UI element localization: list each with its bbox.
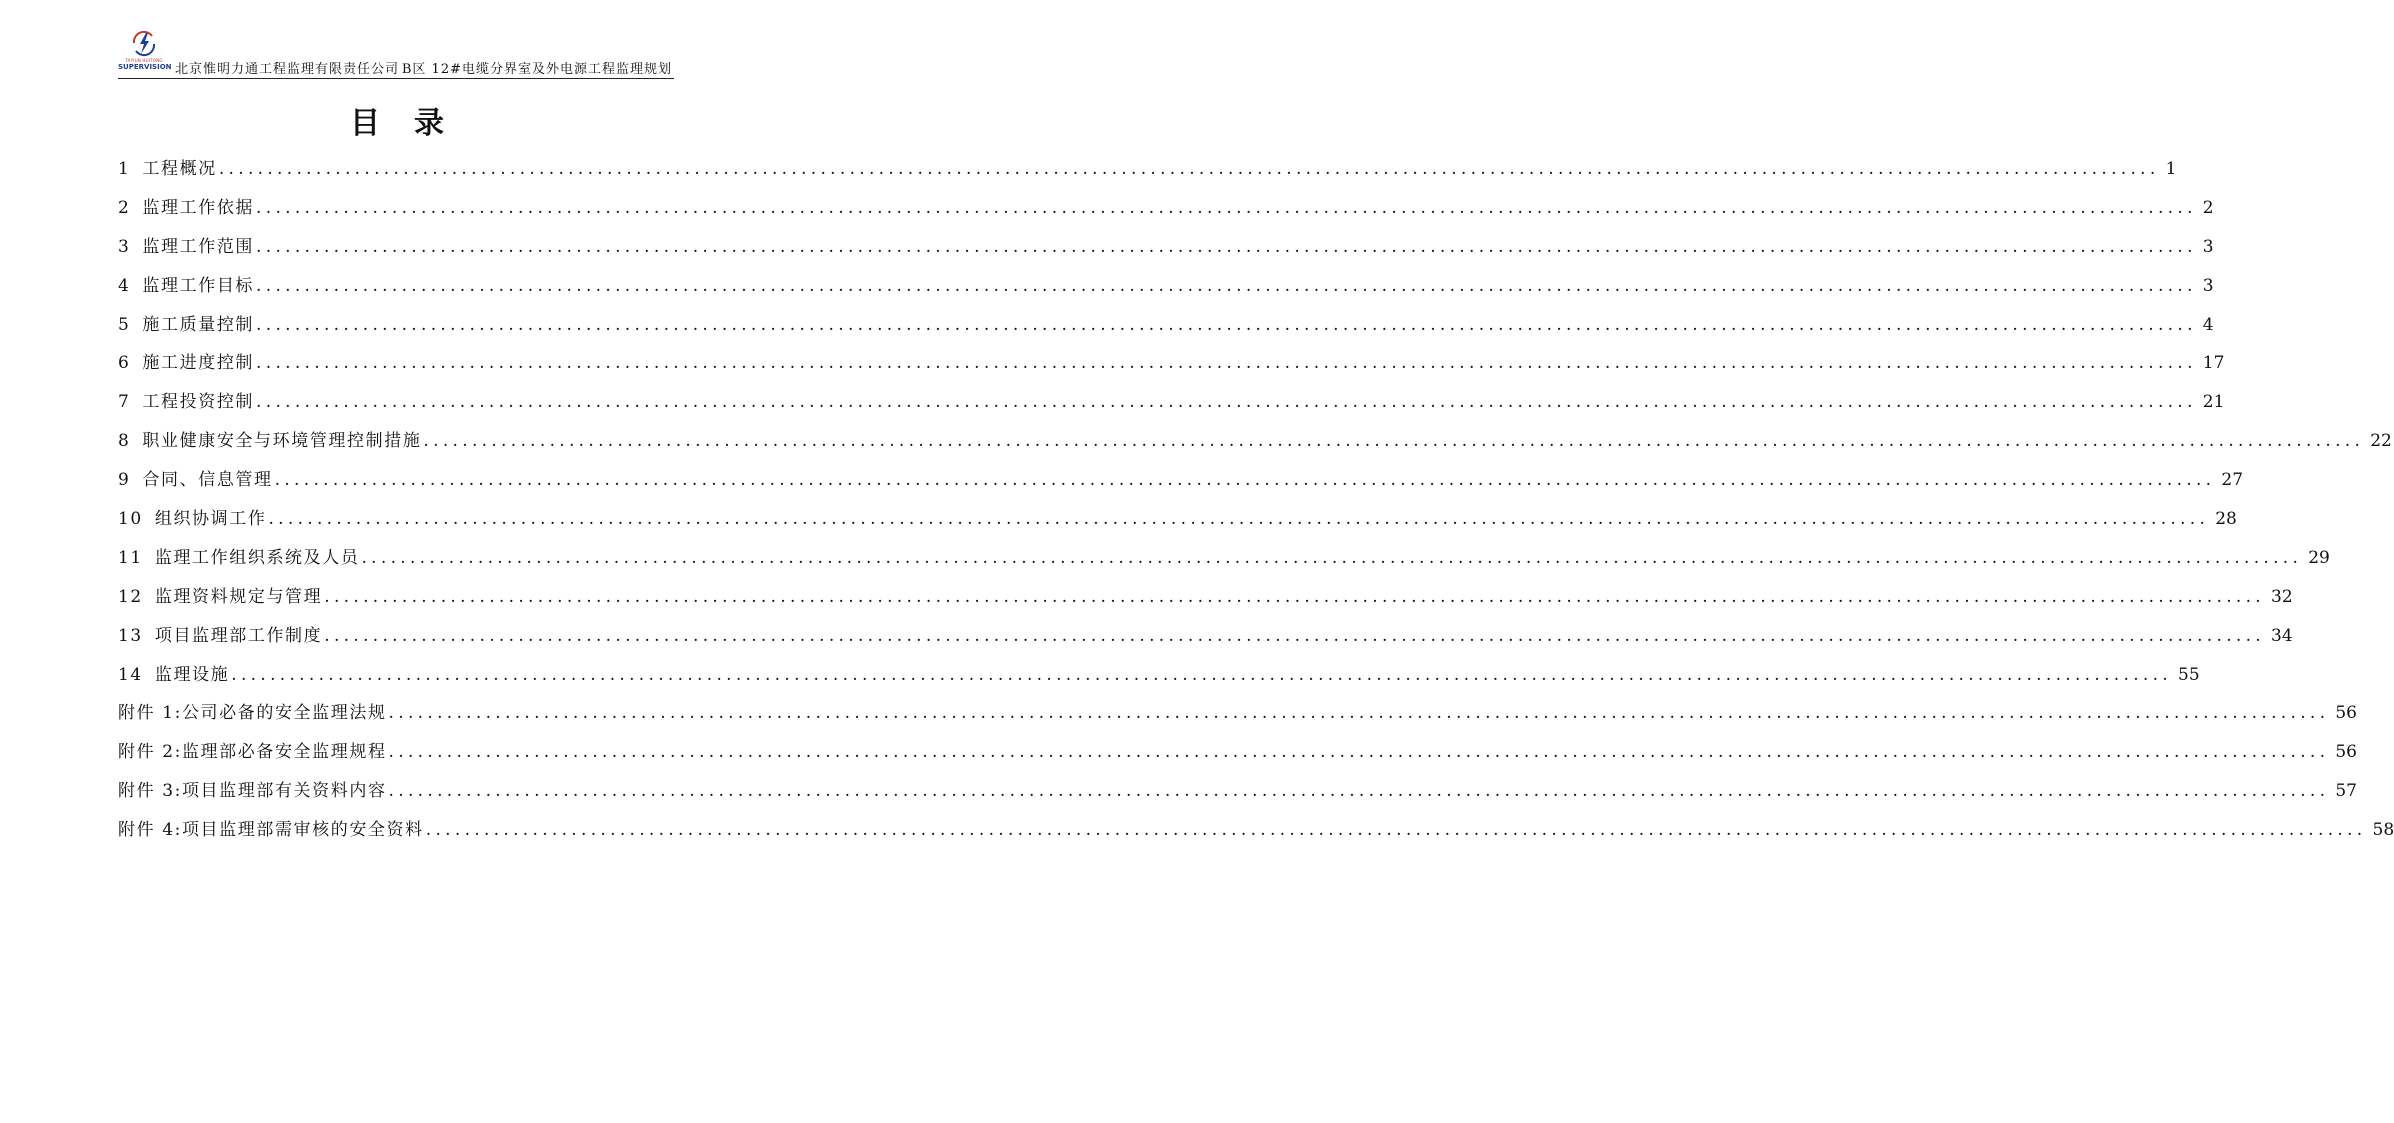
toc-entry[interactable] <box>118 733 2357 772</box>
toc-entry-title: 合同、信息管理 <box>142 470 273 491</box>
toc-entry-page: 57 <box>2335 781 2357 802</box>
toc-entry-page: 28 <box>2215 509 2237 530</box>
toc-leader-dots: ........................................................................................................................................................................................................ <box>256 314 2197 335</box>
toc-leader-dots: ........................................................................................................................................................................................................ <box>256 353 2197 374</box>
toc-leader-dots: ........................................................................................................................................................................................................ <box>324 586 2266 607</box>
toc-leader-dots: ........................................................................................................................................................................................................ <box>361 547 2303 568</box>
toc-entry-page: 22 <box>2370 431 2392 452</box>
toc-entry-title: 工程概况 <box>142 159 217 179</box>
toc-entry-page: 34 <box>2271 625 2293 646</box>
toc-entry-title: 监理设施 <box>154 664 230 685</box>
toc-entry[interactable] <box>118 578 2293 617</box>
toc-entry[interactable] <box>118 267 2214 306</box>
toc-entry-title: 项目监理部工作制度 <box>154 625 323 646</box>
toc-entry-page: 4 <box>2202 314 2214 335</box>
toc-entry-page: 27 <box>2221 470 2244 491</box>
toc-entry-page: 58 <box>2372 820 2394 841</box>
toc-entry[interactable] <box>118 617 2293 656</box>
page-header <box>118 28 674 79</box>
toc-entry-number: 6 <box>118 353 131 374</box>
toc-entry-page: 1 <box>2165 159 2177 179</box>
page-title: 目录 <box>350 106 478 141</box>
toc-entry-title: 监理工作依据 <box>142 197 255 218</box>
toc-entry-page: 56 <box>2335 742 2357 763</box>
toc-entry-page: 56 <box>2335 703 2357 724</box>
toc-entry-title: 附件 3:项目监理部有关资料内容 <box>118 781 387 802</box>
toc-entry-page: 2 <box>2202 197 2214 218</box>
toc-leader-dots: ........................................................................................................................................................................................................ <box>388 781 2330 802</box>
toc-entry[interactable] <box>118 461 2244 500</box>
toc-entry[interactable] <box>118 189 2214 228</box>
toc-leader-dots: ........................................................................................................................................................................................................ <box>256 197 2197 218</box>
toc-entry-title: 监理工作组织系统及人员 <box>154 547 360 568</box>
toc-entry[interactable] <box>118 344 2225 383</box>
toc-leader-dots: ........................................................................................................................................................................................................ <box>423 431 2365 452</box>
toc-entry-title: 施工进度控制 <box>142 353 255 374</box>
toc-entry-page: 21 <box>2202 392 2225 413</box>
table-of-contents <box>118 150 2394 850</box>
toc-entry-title: 监理工作范围 <box>142 236 255 257</box>
company-logo <box>118 30 170 76</box>
project-name: B区 12#电缆分界室及外电源工程监理规划 <box>401 62 672 77</box>
toc-entry[interactable] <box>118 228 2214 267</box>
toc-entry[interactable] <box>118 150 2177 189</box>
toc-entry-number: 4 <box>118 275 131 296</box>
toc-entry-title: 附件 1:公司必备的安全监理法规 <box>118 703 387 724</box>
toc-entry-title: 附件 2:监理部必备安全监理规程 <box>118 742 387 763</box>
toc-entry-title: 工程投资控制 <box>142 392 255 413</box>
toc-leader-dots: ........................................................................................................................................................................................................ <box>425 820 2367 841</box>
toc-entry[interactable] <box>118 383 2225 422</box>
toc-entry[interactable] <box>118 694 2357 733</box>
toc-entry-page: 32 <box>2271 586 2293 607</box>
toc-entry-number: 7 <box>118 392 131 413</box>
toc-entry-number: 10 <box>118 509 143 530</box>
toc-entry[interactable] <box>118 422 2392 461</box>
logo-bottom-text: SUPERVISION <box>118 63 172 71</box>
toc-entry[interactable] <box>118 500 2237 539</box>
toc-entry-title: 职业健康安全与环境管理控制措施 <box>142 431 422 452</box>
toc-leader-dots: ........................................................................................................................................................................................................ <box>256 275 2197 296</box>
toc-entry-number: 11 <box>118 547 143 568</box>
toc-entry-title: 附件 4:项目监理部需审核的安全资料 <box>118 820 424 841</box>
toc-leader-dots: ........................................................................................................................................................................................................ <box>268 509 2210 530</box>
toc-entry-page: 17 <box>2202 353 2225 374</box>
toc-entry-title: 监理工作目标 <box>142 275 255 296</box>
lightning-bolt-logo-icon <box>130 30 158 57</box>
toc-entry-title: 施工质量控制 <box>142 314 255 335</box>
toc-entry-number: 1 <box>118 159 131 179</box>
toc-leader-dots: ........................................................................................................................................................................................................ <box>388 742 2330 763</box>
toc-leader-dots: ........................................................................................................................................................................................................ <box>218 159 2160 179</box>
toc-entry-title: 组织协调工作 <box>154 509 267 530</box>
company-name: 北京惟明力通工程监理有限责任公司 <box>175 62 400 77</box>
toc-entry-number: 2 <box>118 197 131 218</box>
toc-entry-number: 13 <box>118 625 143 646</box>
toc-leader-dots: ........................................................................................................................................................................................................ <box>256 392 2197 413</box>
toc-leader-dots: ........................................................................................................................................................................................................ <box>231 664 2173 685</box>
toc-entry-page: 3 <box>2202 236 2214 257</box>
toc-leader-dots: ........................................................................................................................................................................................................ <box>324 625 2266 646</box>
toc-entry[interactable] <box>118 811 2394 850</box>
toc-entry-number: 5 <box>118 314 131 335</box>
toc-entry[interactable] <box>118 539 2330 578</box>
toc-entry[interactable] <box>118 772 2357 811</box>
toc-leader-dots: ........................................................................................................................................................................................................ <box>256 236 2197 257</box>
toc-entry[interactable] <box>118 656 2200 695</box>
toc-entry-page: 3 <box>2202 275 2214 296</box>
toc-entry-number: 8 <box>118 431 131 452</box>
toc-entry-number: 3 <box>118 236 131 257</box>
toc-entry-number: 9 <box>118 470 131 491</box>
toc-leader-dots: ........................................................................................................................................................................................................ <box>274 470 2216 491</box>
toc-leader-dots: ........................................................................................................................................................................................................ <box>388 703 2330 724</box>
toc-entry-page: 55 <box>2178 664 2200 685</box>
toc-entry[interactable] <box>118 306 2214 345</box>
toc-entry-number: 14 <box>118 664 143 685</box>
toc-entry-page: 29 <box>2308 547 2330 568</box>
toc-entry-number: 12 <box>118 586 143 607</box>
toc-entry-title: 监理资料规定与管理 <box>154 586 323 607</box>
logo-top-text: TAIYUN HUITONG <box>125 58 163 63</box>
